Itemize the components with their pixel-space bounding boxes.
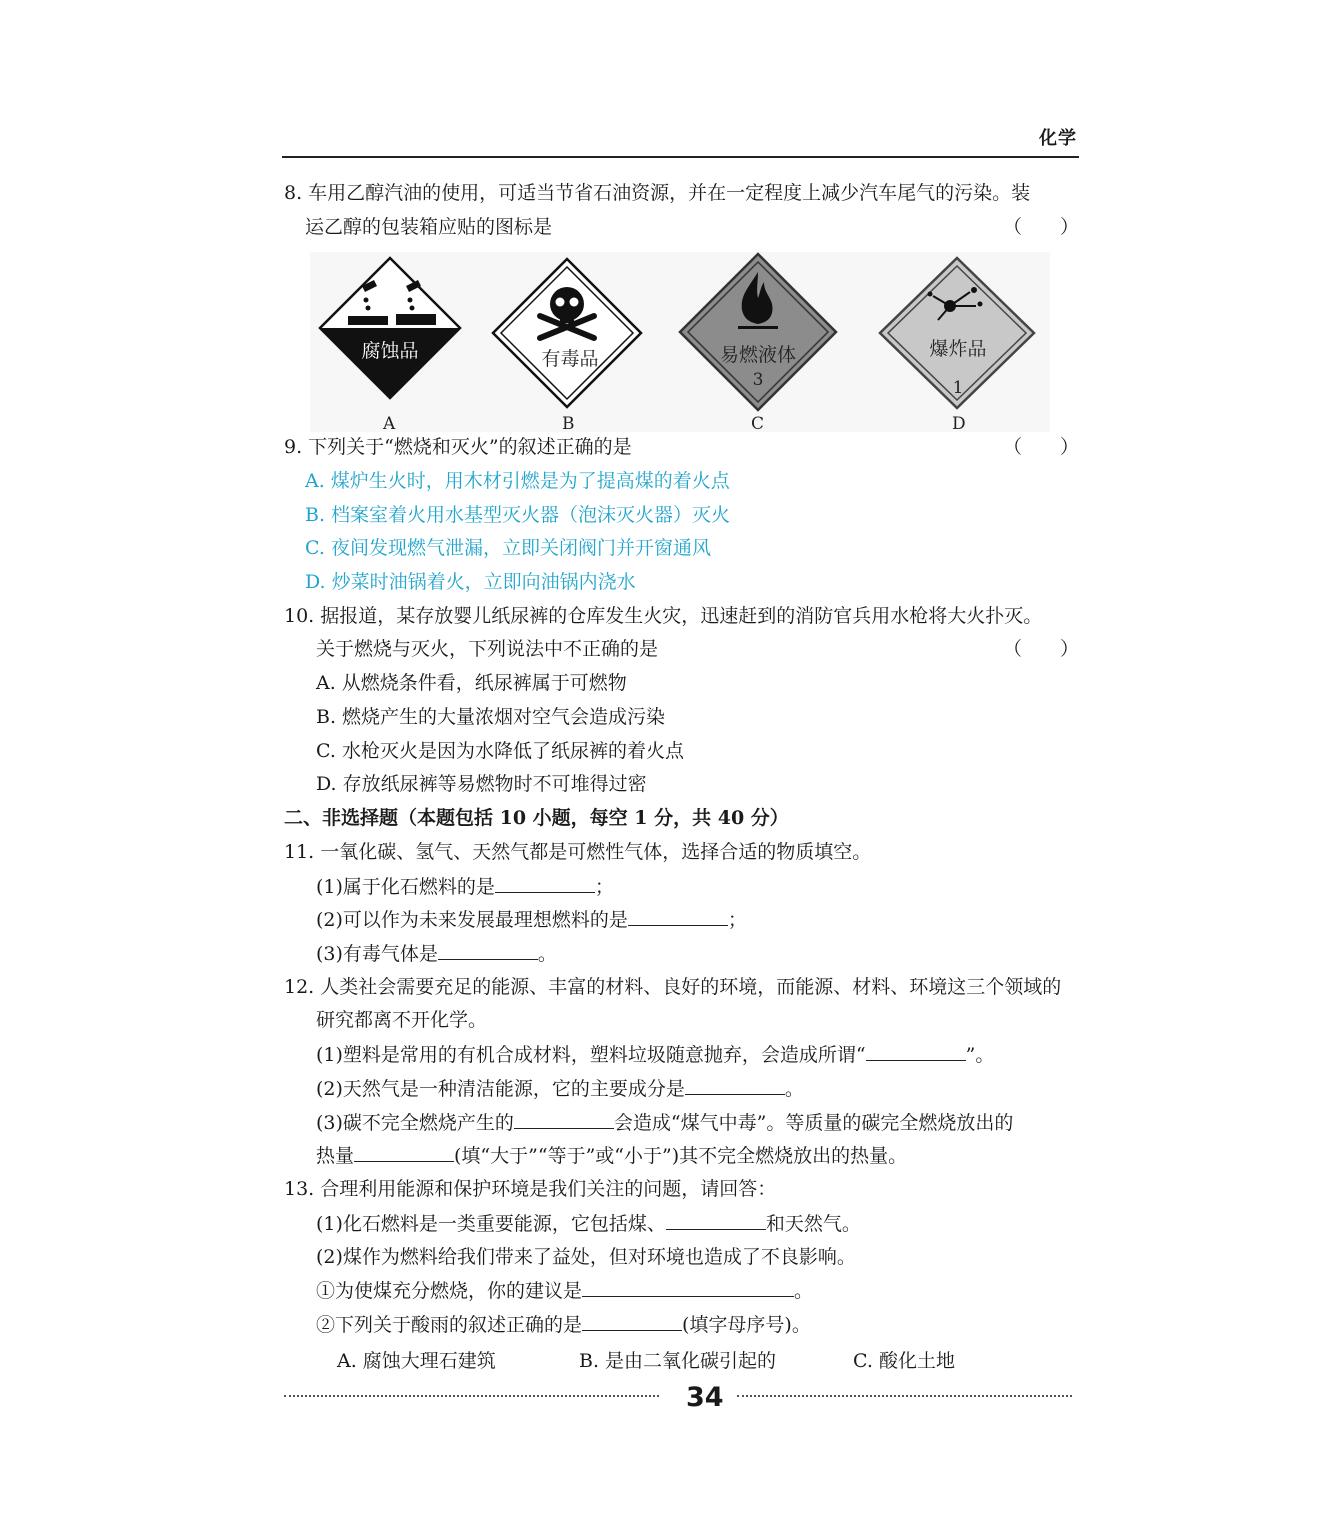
q9-option-a: A. 煤炉生火时，用木材引燃是为了提高煤的着火点 [305,470,730,492]
answer-blank[interactable] [354,1143,454,1162]
q9-option-b: B. 档案室着火用水基型灭火器（泡沫灭火器）灭火 [305,504,731,526]
flammable-label: 易燃液体 [719,344,796,366]
q12-stem-line1: 12. 人类社会需要充足的能源、丰富的材料、良好的环境，而能源、材料、环境这三个领域的 [284,976,1062,998]
answer-blank[interactable] [582,1278,794,1297]
q12-part3-text: (3)碳不完全燃烧产生的 [316,1112,514,1134]
q12-part2 [316,1076,1111,1101]
q12-part3-cont [316,1143,1111,1168]
explosive-class-number: 1 [952,378,964,398]
answer-blank[interactable] [666,1211,766,1230]
q13-stem: 13. 合理利用能源和保护环境是我们关注的问题，请回答： [284,1178,777,1200]
q11-part1 [316,874,1111,899]
q11-stem: 11. 一氧化碳、氢气、天然气都是可燃性气体，选择合适的物质填空。 [284,841,872,863]
q12-part3 [316,1110,1111,1135]
q11-part2-text: (2)可以作为未来发展最理想燃料的是 [316,909,628,931]
q10-stem-text: 关于燃烧与灭火，下列说法中不正确的是 [316,638,659,660]
corrosive-label: 腐蚀品 [361,340,419,362]
q9-option-d: D. 炒菜时油锅着火，立即向油锅内浇水 [305,571,636,593]
q8-stem-line1: 8. 车用乙醇汽油的使用，可适当节省石油资源，并在一定程度上减少汽车尾气的污染。装 [284,182,1031,204]
q13-sub2 [316,1312,1111,1337]
answer-blank[interactable] [582,1312,682,1331]
q13-option-c: C. 酸化土地 [853,1350,955,1372]
q12-part3-end: 会造成“煤气中毒”。等质量的碳完全燃烧放出的 [613,1112,1014,1134]
header-rule [282,156,1079,158]
corrosive-icon [318,256,462,400]
symbol-letter-c: C [751,414,765,434]
q10-option-c: C. 水枪灭火是因为水降低了纸尿裤的着火点 [316,740,684,762]
q13-sub2-end: (填字母序号)。 [682,1314,811,1336]
footer-dotted-rule-right [737,1395,1072,1397]
answer-blank[interactable] [866,1042,966,1061]
symbol-letter-d: D [952,414,966,434]
q9-stem [284,435,1079,459]
q12-part3b-text: 热量 [316,1145,355,1167]
q12-part1-end: ”。 [965,1044,995,1066]
q13-option-b: B. 是由二氧化碳引起的 [579,1350,777,1372]
q13-sub1 [316,1278,1111,1303]
q9-answer-paren: （ ） [1002,436,1079,458]
footer-dotted-rule-left [284,1395,659,1397]
q11-part3-text: (3)有毒气体是 [316,943,438,965]
q13-part2: (2)煤作为燃料给我们带来了益处，但对环境也造成了不良影响。 [316,1246,856,1268]
q11-part1-text: (1)属于化石燃料的是 [316,876,495,898]
q8-stem-line2 [305,215,1079,239]
q13-sub1-end: 。 [794,1280,814,1302]
q10-stem-line1: 10. 据报道，某存放婴儿纸尿裤的仓库发生火灾，迅速赶到的消防官兵用水枪将大火扑灭。 [284,605,1043,627]
answer-blank[interactable] [438,941,538,960]
q12-part3b-end: (填“大于”“等于”或“小于”)其不完全燃烧放出的热量。 [454,1145,908,1167]
q10-option-d: D. 存放纸尿裤等易燃物时不可堆得过密 [316,773,647,795]
hazard-symbols-figure [310,252,1050,432]
symbol-letter-b: B [562,414,575,434]
q11-part2-end: ； [727,909,747,931]
q12-part1 [316,1042,1111,1067]
q10-answer-paren: （ ） [1002,638,1079,660]
q8-stem-text: 运乙醇的包装箱应贴的图标是 [305,216,553,238]
toxic-label: 有毒品 [541,348,599,370]
q13-part1-text: (1)化石燃料是一类重要能源，它包括煤、 [316,1213,666,1235]
q13-part1-end: 和天然气。 [765,1213,861,1235]
q13-option-a: A. 腐蚀大理石建筑 [337,1350,496,1372]
explosive-label: 爆炸品 [929,338,987,360]
q10-stem-line2 [316,637,1079,661]
flammable-class-number: 3 [752,370,764,390]
section-heading: 二、非选择题（本题包括 10 小题，每空 1 分，共 40 分） [284,807,789,829]
q13-sub2-text: ②下列关于酸雨的叙述正确的是 [316,1314,583,1336]
symbol-letter-a: A [383,414,396,434]
q12-stem-line2: 研究都离不开化学。 [316,1009,488,1031]
q10-option-a: A. 从燃烧条件看，纸尿裤属于可燃物 [316,672,627,694]
answer-blank[interactable] [514,1110,614,1129]
q11-part1-end: ； [594,876,614,898]
q13-sub1-text: ①为使煤充分燃烧，你的建议是 [316,1280,583,1302]
answer-blank[interactable] [495,874,595,893]
page-number: 34 [686,1382,724,1413]
q13-part1 [316,1211,1111,1236]
q8-answer-paren: （ ） [1002,216,1079,238]
q10-option-b: B. 燃烧产生的大量浓烟对空气会造成污染 [316,706,666,728]
skull-crossbones-icon [490,256,644,410]
answer-blank[interactable] [685,1076,785,1095]
q9-stem-text: 9. 下列关于“燃烧和灭火”的叙述正确的是 [284,436,632,458]
q11-part3-end: 。 [537,943,557,965]
q12-part2-end: 。 [784,1078,804,1100]
q11-part3 [316,941,1111,966]
answer-blank[interactable] [628,907,728,926]
q12-part1-text: (1)塑料是常用的有机合成材料，塑料垃圾随意抛弃，会造成所谓“ [316,1044,866,1066]
q11-part2 [316,907,1111,932]
q9-option-c: C. 夜间发现燃气泄漏，立即关闭阀门并开窗通风 [305,537,711,559]
subject-label: 化学 [1039,128,1077,149]
q12-part2-text: (2)天然气是一种清洁能源，它的主要成分是 [316,1078,685,1100]
